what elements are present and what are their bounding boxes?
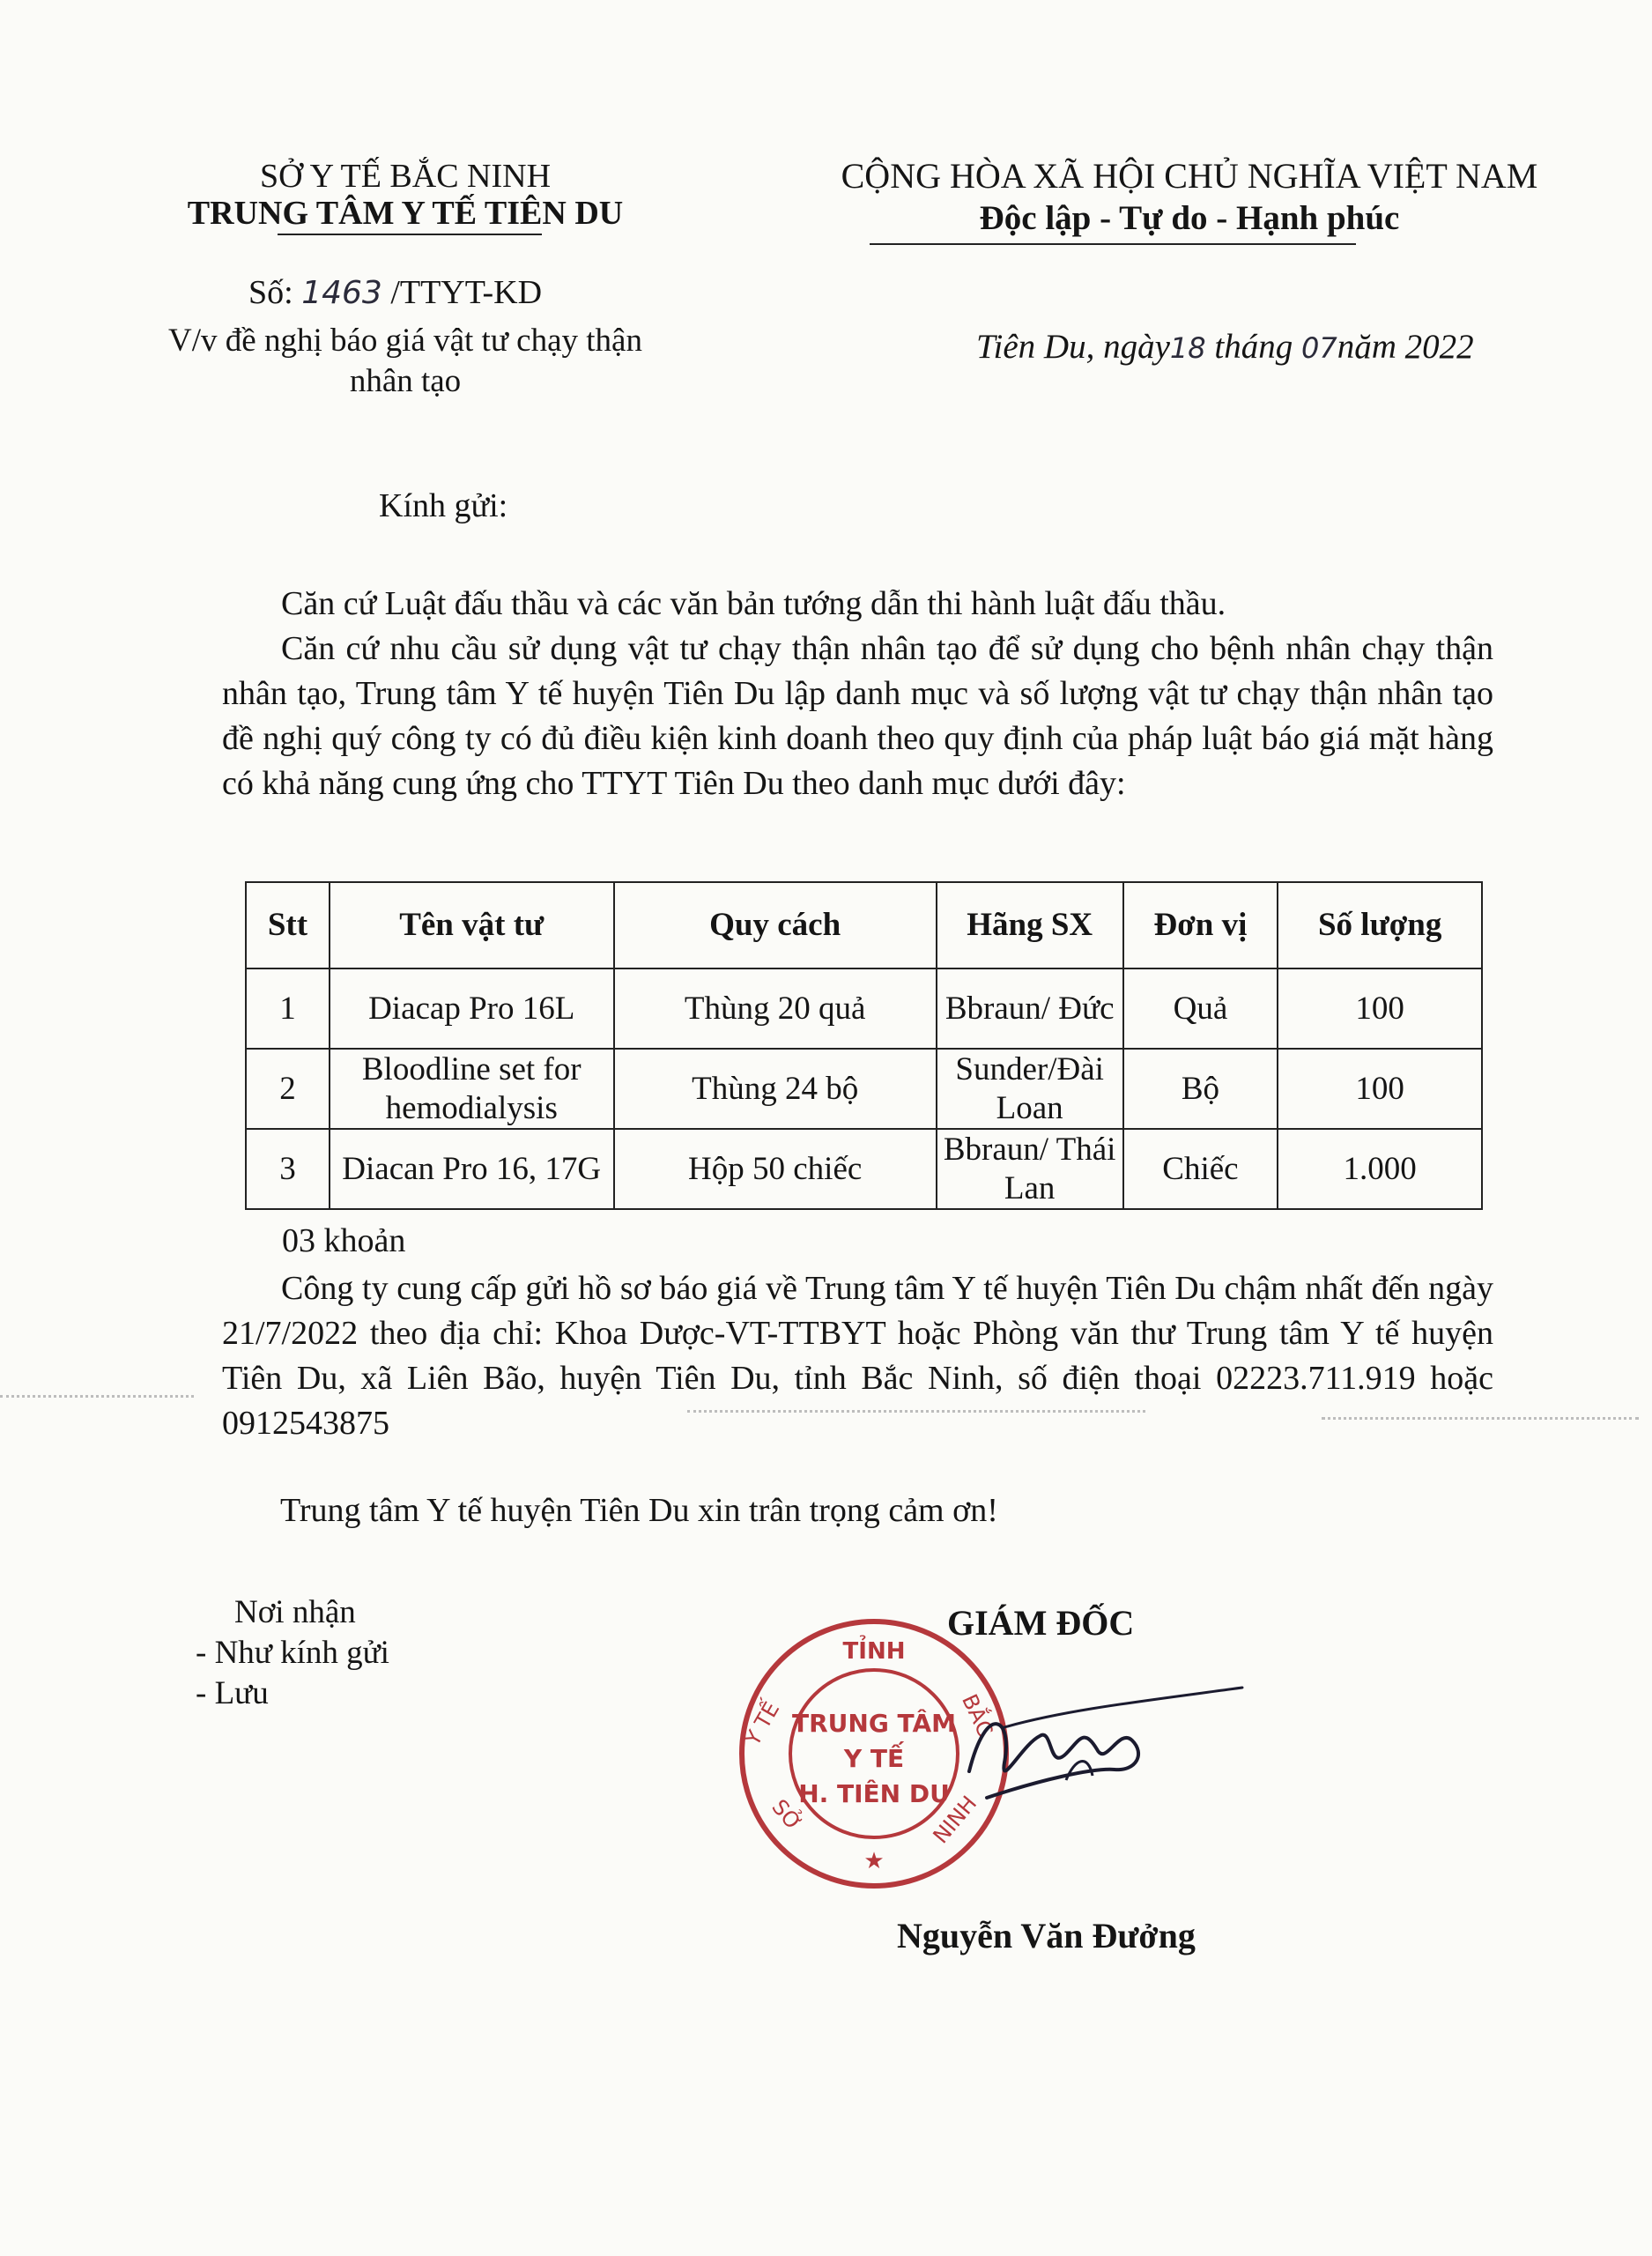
subject-line-1: V/v đề nghị báo giá vật tư chạy thận <box>168 323 642 359</box>
cell-qty: 100 <box>1278 1049 1482 1129</box>
date-month: 07 <box>1300 331 1337 365</box>
national-motto: Độc lập - Tự do - Hạnh phúc <box>979 199 1400 237</box>
seal-line-1: TRUNG TÂM <box>791 1709 957 1738</box>
scan-noise <box>0 1395 194 1400</box>
scan-noise <box>687 1410 1145 1415</box>
date-day: 18 <box>1169 331 1206 365</box>
svg-text:SỞ: SỞ <box>767 1794 807 1837</box>
cell-stt: 1 <box>246 968 330 1049</box>
table-row <box>246 1129 1482 1209</box>
submission-paragraph: Công ty cung cấp gửi hồ sơ báo giá về Trung tâm Y tế huyện Tiên Du chậm nhất đến ngày 21/7/2022 theo địa chỉ: Khoa Dược-VT-TTBYT hoặc Phòng văn thư Trung tâm Y tế huyện Tiên Du, xã Liên Bão, huyện Tiên Du, tỉnh Bắc Ninh, số điện thoại 02223.711.919 hoặc 0912543875 <box>222 1270 1493 1442</box>
date-year: năm 2022 <box>1337 328 1474 366</box>
date-prefix: Tiên Du, ngày <box>976 328 1170 366</box>
cell-stt: 2 <box>246 1049 330 1129</box>
svg-text:Y TẾ: Y TẾ <box>739 1697 785 1750</box>
cell-maker: Sunder/Đài Loan <box>937 1049 1123 1129</box>
signer-position: GIÁM ĐỐC <box>947 1603 1135 1643</box>
svg-text:NINH: NINH <box>928 1791 982 1849</box>
cell-unit: Bộ <box>1123 1049 1278 1129</box>
cell-spec: Thùng 20 quả <box>614 968 937 1049</box>
doc-no-prefix: Số: <box>248 274 293 311</box>
doc-no-suffix: /TTYT-KD <box>390 274 543 311</box>
svg-text:TỈNH: TỈNH <box>842 1638 906 1665</box>
intro-paragraph-1: Căn cứ Luật đấu thầu và các văn bản tướng dẫn thi hành luật đấu thầu. <box>281 585 1226 622</box>
table-row <box>246 968 1482 1049</box>
cell-maker: Bbraun/ Thái Lan <box>937 1129 1123 1209</box>
recipients-block <box>196 1592 389 1714</box>
place-date <box>976 326 1474 369</box>
col-header-spec: Quy cách <box>614 882 937 968</box>
cell-qty: 100 <box>1278 968 1482 1049</box>
center-underline <box>278 234 542 235</box>
cell-spec: Hộp 50 chiếc <box>614 1129 937 1209</box>
handwritten-signature-icon <box>934 1666 1251 1842</box>
center-name: TRUNG TÂM Y TẾ TIÊN DU <box>187 195 624 232</box>
date-month-label: tháng <box>1214 328 1293 366</box>
seal-line-3: H. TIÊN DU <box>798 1779 950 1808</box>
cell-name: Diacan Pro 16, 17G <box>330 1129 614 1209</box>
recipient-item: - Lưu <box>196 1675 269 1711</box>
cell-name: Bloodline set for hemodialysis <box>330 1049 614 1129</box>
seal-line-2: Y TẾ <box>843 1744 905 1773</box>
subject-line-2: nhân tạo <box>349 363 462 399</box>
scan-noise <box>1322 1417 1639 1422</box>
thanks-line: Trung tâm Y tế huyện Tiên Du xin trân trọng cảm ơn! <box>280 1492 998 1529</box>
country-name: CỘNG HÒA XÃ HỘI CHỦ NGHĨA VIỆT NAM <box>841 156 1538 196</box>
cell-name: Diacap Pro 16L <box>330 968 614 1049</box>
dept-name: SỞ Y TẾ BẮC NINH <box>259 158 552 195</box>
cell-maker: Bbraun/ Đức <box>937 968 1123 1049</box>
recipients-title: Nơi nhận <box>234 1594 356 1630</box>
document-number <box>248 271 542 315</box>
intro-paragraph-2: Căn cứ nhu cầu sử dụng vật tư chạy thận nhân tạo để sử dụng cho bệnh nhân chạy thận nhân tạo, Trung tâm Y tế huyện Tiên Du lập danh mục và số lượng vật tư chạy thận nhân tạo đề nghị quý công ty có đủ điều kiện kinh doanh theo quy định của pháp luật báo giá mặt hàng có khả năng cung ứng cho TTYT Tiên Du theo danh mục dưới đây: <box>222 630 1493 802</box>
signer-name: Nguyễn Văn Đưởng <box>897 1916 1196 1955</box>
col-header-unit: Đơn vị <box>1123 882 1278 968</box>
recipient-item: - Như kính gửi <box>196 1635 389 1671</box>
cell-unit: Chiếc <box>1123 1129 1278 1209</box>
cell-unit: Quả <box>1123 968 1278 1049</box>
table-header-row <box>246 882 1482 968</box>
cell-spec: Thùng 24 bộ <box>614 1049 937 1129</box>
svg-text:BẮC: BẮC <box>957 1690 998 1741</box>
col-header-stt: Stt <box>246 882 330 968</box>
cell-stt: 3 <box>246 1129 330 1209</box>
col-header-maker: Hãng SX <box>937 882 1123 968</box>
intro-block <box>222 582 1493 806</box>
table-row <box>246 1049 1482 1129</box>
cell-qty: 1.000 <box>1278 1129 1482 1209</box>
greeting: Kính gửi: <box>379 487 508 524</box>
items-table <box>245 881 1483 1210</box>
col-header-name: Tên vật tư <box>330 882 614 968</box>
doc-no-handwritten: 1463 <box>301 275 382 311</box>
item-count: 03 khoản <box>282 1222 406 1259</box>
svg-text:★: ★ <box>863 1848 885 1874</box>
motto-underline <box>870 243 1356 245</box>
col-header-qty: Số lượng <box>1278 882 1482 968</box>
